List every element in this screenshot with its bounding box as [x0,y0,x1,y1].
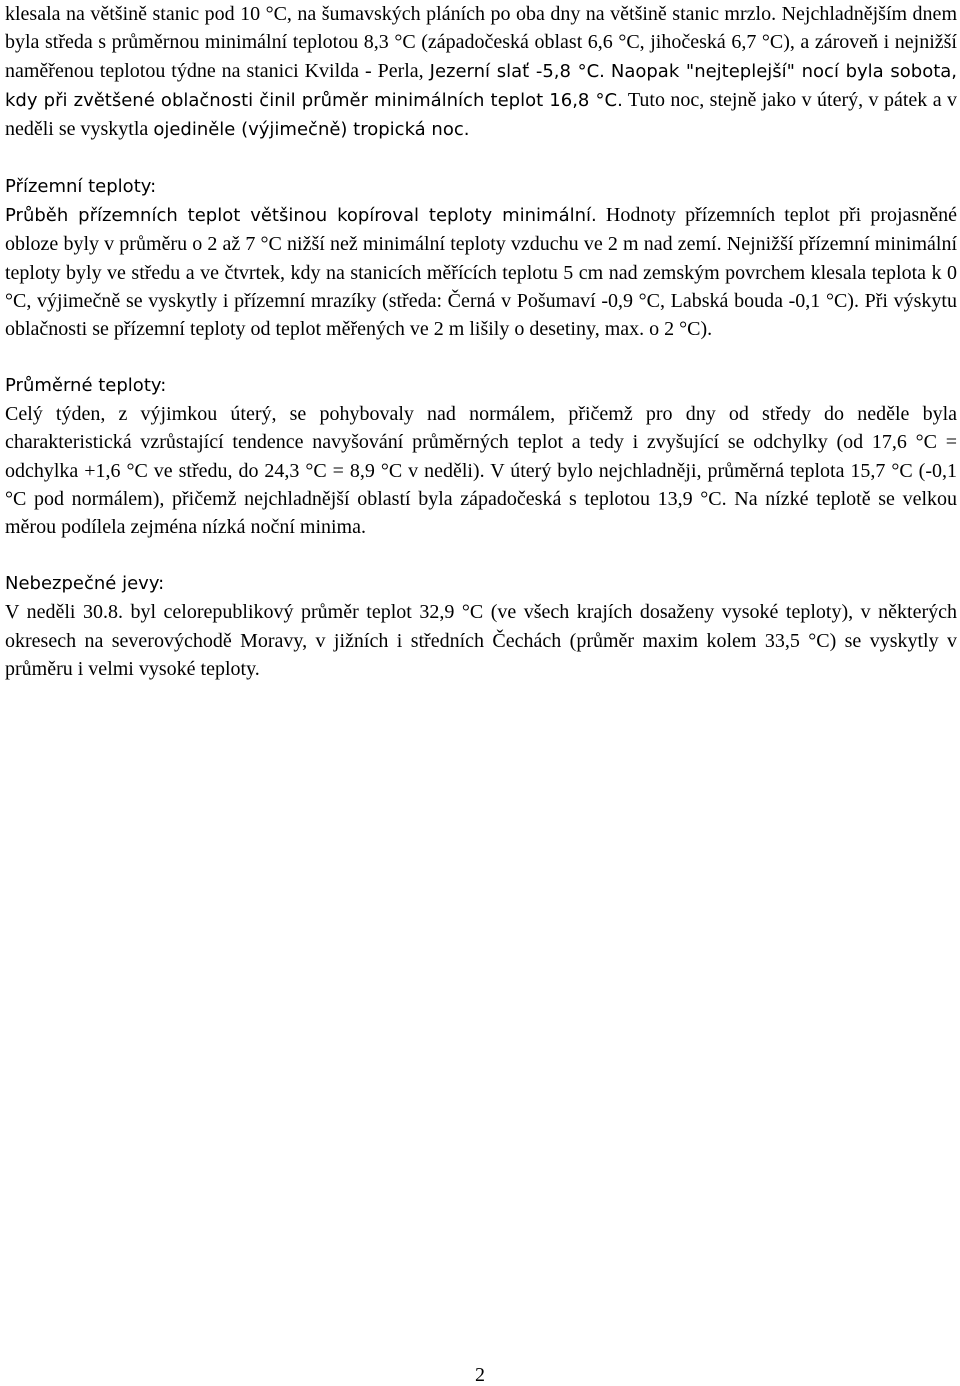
intro-sentence-3: Jezerní slať -5,8 °C. [429,60,605,82]
spacer [5,144,957,172]
ground-sentence-4: Při výskytu oblačnosti se přízemní teploty od teplot měřených ve 2 m lišily o desetiny, max. o 2 °C). [5,289,957,341]
spacer [5,542,957,570]
intro-paragraph [5,0,957,144]
ground-temperatures-paragraph [5,201,957,343]
ground-sentence-2: Hodnoty přízemních teplot při projasněné obloze byly v průměru o 2 až 7 °C nižší než minimální teploty vzduchu ve 2 m nad zemí. [5,204,957,256]
ground-sentence-3: Nejnižší přízemní minimální teploty byly ve středu a ve čtvrtek, kdy na stanicích měřících teplotu 5 cm nad zemským povrchem klesala teplota k 0 °C, výjimečně se vyskytly i přízemní mrazíky (středa: Černá v Pošumaví -0,9 °C, Labská bouda -0,1 °C). [5,233,958,312]
average-temperatures-paragraph [5,400,957,541]
ground-sentence-1: Průběh přízemních teplot většinou kopíroval teploty minimální. [5,205,597,227]
intro-sentence-4: Naopak "nejteplejší" nocí byla sobota, kdy při zvětšené oblačnosti činil průměr minimálních teplot 16,8 °C. [5,60,958,111]
average-sentence-3: Na nízké teplotě se velkou měrou podílela zejména nízká noční minima. [5,488,958,539]
document-page [5,0,957,683]
ground-temperatures-heading: Přízemní teploty: [5,175,157,197]
intro-sentence-2: Nejchladnějším dnem byla středa s průměrnou minimální teplotou 8,3 °C (západočeská oblast 6,6 °C, jihočeská 6,7 °C), a zároveň i nejnižší naměřenou teplotou týdne na stanici Kvilda - Perla, [5,3,957,82]
intro-sentence-1: klesala na většině stanic pod 10 °C, na šumavských pláních po oba dny na většině stanic mrzlo. [5,3,777,25]
hazardous-phenomena-heading: Nebezpečné jevy: [5,572,165,594]
page-number: 2 [475,1364,485,1386]
average-temperatures-heading: Průměrné teploty: [5,374,167,396]
intro-sentence-5: Tuto noc, stejně jako v úterý, v pátek a v neděli se vyskytla [5,88,957,141]
hazard-sentence-1: V neděli 30.8. byl celorepublikový průměr teplot 32,9 °C (ve všech krajích dosaženy vysoké teploty), v některých okresech na severovýchodě Moravy, v jižních i středních Čechách (průměr maxim kolem 33,5 °C) se vyskytly v průměru i velmi vysoké teploty. [5,601,957,680]
hazardous-phenomena-paragraph [5,598,957,683]
average-sentence-1: Celý týden, z výjimkou úterý, se pohybovaly nad normálem, přičemž pro dny od středy do neděle byla charakteristická vzrůstající tendence navyšování průměrných teplot a tedy i zvyšující se odchylky (od 17,6 °C = odchylka +1,6 °C ve středu, do 24,3 °C = 8,9 °C v neděli). [5,403,957,482]
intro-sentence-6: ojediněle (výjimečně) tropická noc. [153,119,470,141]
spacer [5,344,957,372]
average-sentence-2: V úterý bylo nejchladněji, průměrná teplota 15,7 °C (-0,1 °C pod normálem), přičemž nejchladnější oblastí byla západočeská s teplotou 13,9 °C. [5,459,957,511]
